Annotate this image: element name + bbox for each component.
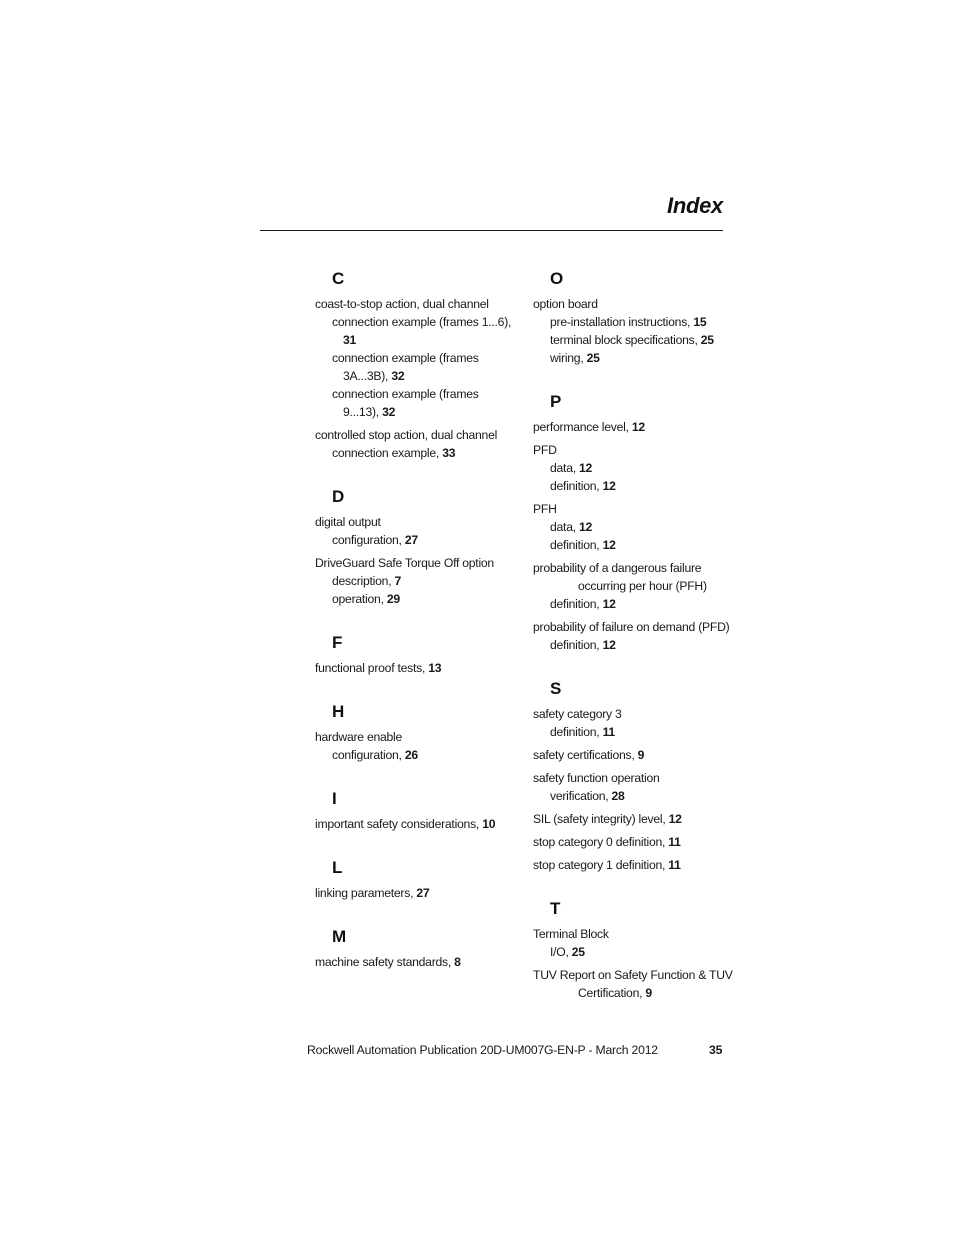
page-ref: 9 xyxy=(645,986,652,1000)
page-ref: 32 xyxy=(382,405,396,419)
index-column-right xyxy=(533,270,733,1028)
index-entry xyxy=(533,705,733,741)
index-line xyxy=(533,705,733,723)
entry-text: PFH xyxy=(533,502,557,516)
index-line xyxy=(315,513,525,531)
index-section-p xyxy=(533,393,733,654)
index-line xyxy=(315,659,525,677)
index-line xyxy=(315,295,525,313)
section-letter: O xyxy=(550,269,564,288)
page-number: 35 xyxy=(709,1043,723,1057)
entry-text: connection example (frames xyxy=(332,387,479,401)
index-line xyxy=(315,815,525,833)
section-letter: S xyxy=(550,679,562,698)
entry-text: connection example (frames 1...6), xyxy=(332,315,512,329)
entry-text: 9...13), xyxy=(343,405,383,419)
index-entry xyxy=(533,295,733,367)
page-title: Index xyxy=(667,193,723,218)
page-ref: 12 xyxy=(631,420,645,434)
index-line xyxy=(533,459,733,477)
entry-text: Terminal Block xyxy=(533,927,609,941)
index-column-left xyxy=(315,270,525,997)
index-line xyxy=(533,769,733,787)
page-ref: 25 xyxy=(586,351,600,365)
index-line xyxy=(533,477,733,495)
section-letter: F xyxy=(332,633,343,652)
page-ref: 31 xyxy=(343,333,357,347)
entry-text: safety function operation xyxy=(533,771,660,785)
index-entry xyxy=(315,728,525,764)
entry-text: probability of failure on demand (PFD) xyxy=(533,620,730,634)
entry-text: definition, xyxy=(550,638,603,652)
index-entry xyxy=(315,884,525,902)
index-line xyxy=(315,572,525,590)
index-line xyxy=(533,856,733,874)
page-ref: 25 xyxy=(571,945,585,959)
entry-text: definition, xyxy=(550,479,603,493)
page-ref: 27 xyxy=(416,886,430,900)
index-entry xyxy=(533,441,733,495)
entry-text: description, xyxy=(332,574,395,588)
page-ref: 15 xyxy=(693,315,707,329)
index-line xyxy=(533,500,733,518)
index-line xyxy=(533,536,733,554)
page-ref: 33 xyxy=(442,446,456,460)
entry-text: data, xyxy=(550,520,579,534)
section-letter: L xyxy=(332,858,343,877)
page-ref: 11 xyxy=(668,858,681,872)
index-line xyxy=(533,518,733,536)
index-line xyxy=(315,444,525,462)
index-line xyxy=(533,577,733,595)
entry-text: probability of a dangerous failure xyxy=(533,561,702,575)
entry-text: 3A...3B), xyxy=(343,369,392,383)
section-letter: I xyxy=(332,789,337,808)
page-ref: 8 xyxy=(454,955,461,969)
index-line xyxy=(533,618,733,636)
title-rule xyxy=(260,230,723,231)
entry-text: Certification, xyxy=(578,986,646,1000)
page-ref: 10 xyxy=(482,817,496,831)
index-line xyxy=(315,403,525,421)
index-entry xyxy=(315,554,525,608)
page-ref: 9 xyxy=(637,748,645,762)
index-line xyxy=(315,884,525,902)
entry-text: safety certifications, xyxy=(533,748,638,762)
index-line xyxy=(533,943,733,961)
index-section-h xyxy=(315,703,525,764)
page-ref: 13 xyxy=(428,661,442,675)
section-letter: P xyxy=(550,392,562,411)
index-line xyxy=(315,426,525,444)
entry-text: definition, xyxy=(550,597,603,611)
page-ref: 25 xyxy=(700,333,714,347)
index-entry xyxy=(533,833,733,851)
index-line xyxy=(533,810,733,828)
page-ref: 26 xyxy=(404,748,418,762)
section-letter: M xyxy=(332,927,347,946)
entry-text: option board xyxy=(533,297,598,311)
index-section-l xyxy=(315,859,525,902)
index-line xyxy=(533,966,733,984)
page-ref: 7 xyxy=(394,574,401,588)
entry-text: machine safety standards, xyxy=(315,955,455,969)
entry-text: stop category 1 definition, xyxy=(533,858,669,872)
index-entry xyxy=(533,559,733,613)
index-entry xyxy=(315,426,525,462)
entry-text: pre-installation instructions, xyxy=(550,315,694,329)
entry-text: data, xyxy=(550,461,579,475)
entry-text: SIL (safety integrity) level, xyxy=(533,812,669,826)
entry-text: connection example (frames xyxy=(332,351,479,365)
index-line xyxy=(315,349,525,367)
index-line xyxy=(315,746,525,764)
index-line xyxy=(533,559,733,577)
index-line xyxy=(315,554,525,572)
entry-text: occurring per hour (PFH) xyxy=(578,579,707,593)
index-entry xyxy=(533,925,733,961)
page-ref: 28 xyxy=(611,789,625,803)
section-letter: T xyxy=(550,899,561,918)
entry-text: important safety considerations, xyxy=(315,817,483,831)
index-line xyxy=(315,531,525,549)
entry-text: TUV Report on Safety Function & TUV xyxy=(533,968,733,982)
entry-text: safety category 3 xyxy=(533,707,622,721)
entry-text: definition, xyxy=(550,725,603,739)
index-section-i xyxy=(315,790,525,833)
index-section-d xyxy=(315,488,525,608)
index-line xyxy=(533,723,733,741)
index-section-f xyxy=(315,634,525,677)
page-ref: 12 xyxy=(602,638,616,652)
entry-text: stop category 0 definition, xyxy=(533,835,669,849)
index-line xyxy=(533,636,733,654)
index-line xyxy=(533,787,733,805)
index-line xyxy=(533,349,733,367)
index-entry xyxy=(533,418,733,436)
index-entry xyxy=(533,500,733,554)
entry-text: connection example, xyxy=(332,446,443,460)
page-ref: 32 xyxy=(391,369,405,383)
entry-text: I/O, xyxy=(550,945,572,959)
page-ref: 12 xyxy=(668,812,682,826)
page-ref: 12 xyxy=(579,461,593,475)
entry-text: linking parameters, xyxy=(315,886,417,900)
index-entry xyxy=(533,856,733,874)
index-line xyxy=(533,418,733,436)
entry-text: verification, xyxy=(550,789,612,803)
index-entry xyxy=(533,618,733,654)
entry-text: wiring, xyxy=(550,351,587,365)
index-line xyxy=(315,385,525,403)
index-section-c xyxy=(315,270,525,462)
entry-text: hardware enable xyxy=(315,730,403,744)
index-entry xyxy=(533,810,733,828)
index-entry xyxy=(315,513,525,549)
page-ref: 12 xyxy=(602,479,616,493)
index-line xyxy=(315,728,525,746)
page-ref: 11 xyxy=(602,725,615,739)
page-ref: 11 xyxy=(668,835,681,849)
index-line xyxy=(315,331,525,349)
index-line xyxy=(315,367,525,385)
index-line xyxy=(315,590,525,608)
page-ref: 12 xyxy=(602,538,616,552)
index-line xyxy=(533,984,733,1002)
page-ref: 27 xyxy=(404,533,418,547)
index-entry xyxy=(533,769,733,805)
index-line xyxy=(533,746,733,764)
index-line xyxy=(533,925,733,943)
index-section-o xyxy=(533,270,733,367)
entry-text: terminal block specifications, xyxy=(550,333,701,347)
index-section-t xyxy=(533,900,733,1002)
index-entry xyxy=(315,953,525,971)
page-ref: 12 xyxy=(602,597,616,611)
index-entry xyxy=(315,815,525,833)
entry-text: coast-to-stop action, dual channel xyxy=(315,297,489,311)
index-section-m xyxy=(315,928,525,971)
entry-text: configuration, xyxy=(332,533,405,547)
index-entry xyxy=(315,295,525,421)
entry-text: definition, xyxy=(550,538,603,552)
page-ref: 29 xyxy=(386,592,400,606)
entry-text: operation, xyxy=(332,592,387,606)
entry-text: PFD xyxy=(533,443,557,457)
index-line xyxy=(533,295,733,313)
page-ref: 12 xyxy=(579,520,593,534)
index-line xyxy=(533,313,733,331)
index-entry xyxy=(533,746,733,764)
index-line xyxy=(315,953,525,971)
entry-text: performance level, xyxy=(533,420,632,434)
index-line xyxy=(533,595,733,613)
index-entry xyxy=(533,966,733,1002)
index-line xyxy=(533,441,733,459)
section-letter: D xyxy=(332,487,345,506)
section-letter: C xyxy=(332,269,345,288)
index-line xyxy=(533,331,733,349)
index-section-s xyxy=(533,680,733,874)
entry-text: functional proof tests, xyxy=(315,661,429,675)
index-line xyxy=(533,833,733,851)
entry-text: configuration, xyxy=(332,748,405,762)
section-letter: H xyxy=(332,702,345,721)
index-line xyxy=(315,313,525,331)
entry-text: DriveGuard Safe Torque Off option xyxy=(315,556,494,570)
footer-publication: Rockwell Automation Publication 20D-UM007G-EN-P - March 2012 xyxy=(307,1043,658,1057)
index-entry xyxy=(315,659,525,677)
entry-text: digital output xyxy=(315,515,381,529)
entry-text: controlled stop action, dual channel xyxy=(315,428,498,442)
